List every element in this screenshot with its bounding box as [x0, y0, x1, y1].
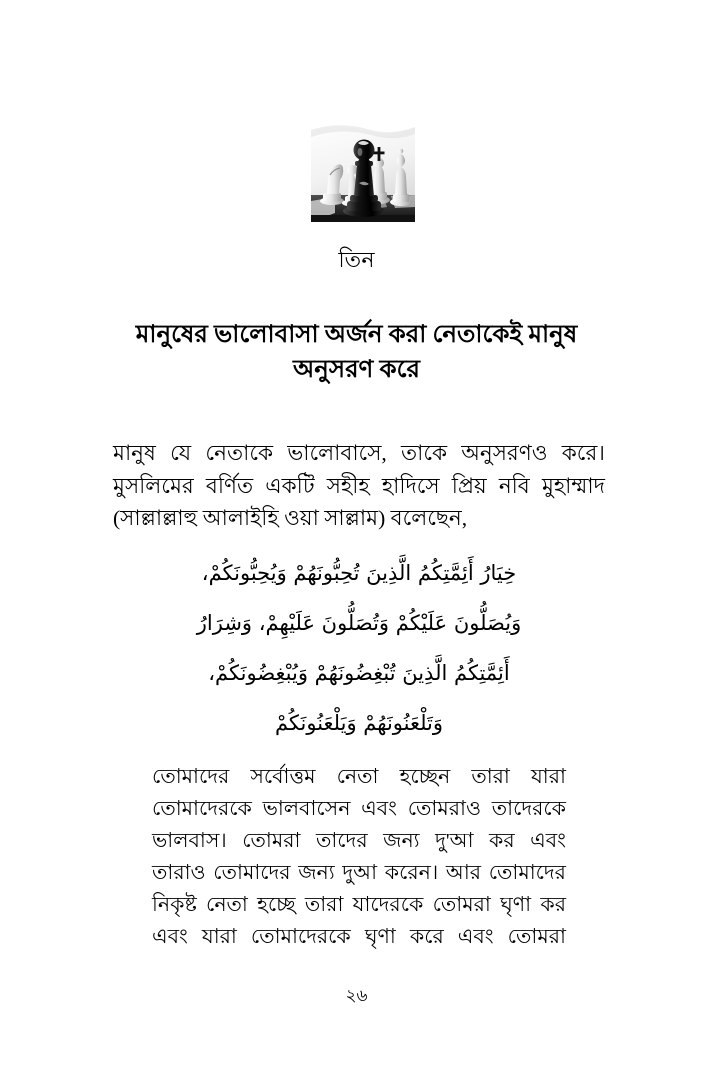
text-line: [152, 890, 566, 922]
hadith-arabic-block: [113, 549, 605, 749]
text-line: [152, 826, 566, 858]
word: তাকে: [400, 441, 448, 465]
word: মুহাম্মাদ: [541, 473, 605, 498]
word: প্রিয়: [451, 473, 487, 498]
text-line: [113, 470, 605, 503]
word: তোমাদেরকে: [250, 925, 351, 948]
word: এবং: [152, 925, 188, 948]
word: তারাও: [152, 861, 206, 884]
text-line: (সাল্লাল্লাহু আলাইহি ওয়া সাল্লাম) বলেছেন,: [113, 506, 468, 531]
word: তোমরা: [242, 829, 301, 852]
word: এবং: [361, 797, 397, 820]
word: এবং: [457, 925, 494, 948]
word: কর: [540, 893, 566, 916]
chapter-number: তিন: [338, 247, 375, 272]
word: তাদের: [315, 829, 368, 852]
word: জন্য: [298, 861, 335, 884]
word: বর্ণিত: [205, 473, 254, 498]
word: দুআ: [342, 861, 378, 884]
hadith-line: وَيُصَلُّونَ عَلَيْكُمْ وَتُصَلُّونَ عَلَيْهِمْ، وَشِرَارُ: [196, 610, 522, 635]
word: অনুসরণও: [461, 441, 548, 465]
word: তোমাদের: [152, 766, 230, 788]
text-line: [152, 794, 566, 826]
text-line: [152, 762, 566, 794]
word: তোমরা: [432, 893, 491, 916]
hadith-line: وَتَلْعَنُونَهُمْ وَيَلْعَنُونَكُمْ: [274, 710, 444, 735]
word: ভালবাসেন: [262, 797, 351, 820]
word: একটি: [265, 473, 315, 498]
word: ভালবাস।: [152, 829, 227, 852]
word: দু'আ: [435, 829, 474, 852]
word: তোমরাও: [407, 797, 482, 820]
word: নেতা: [336, 766, 379, 788]
word: নেতা: [206, 893, 248, 916]
chapter-title-line-1: মানুষের ভালোবাসা অর্জন করা নেতাকেই মানুষ: [135, 321, 578, 348]
word: যারা: [201, 925, 237, 948]
page-number: ২৬: [345, 986, 368, 1005]
word: তারা: [304, 893, 344, 916]
word: কর: [489, 829, 515, 852]
word: আর: [445, 861, 482, 884]
chapter-title-line-2: অনুসরণ করে: [293, 355, 420, 383]
chapter-title: [120, 318, 593, 388]
word: তোমরা: [507, 925, 566, 948]
word: করেন।: [384, 861, 439, 884]
word: নেতাকে: [205, 441, 273, 465]
word: তোমাদের: [488, 861, 566, 884]
word: ভালোবাসে,: [287, 441, 387, 465]
word: হচ্ছে: [257, 893, 296, 916]
word: যে: [170, 441, 192, 465]
text-line: [152, 922, 566, 954]
word: সহীহ: [326, 473, 370, 498]
word: মানুষ: [113, 441, 156, 465]
word: ঘৃণা: [500, 893, 532, 916]
word: তাদেরকে: [491, 797, 566, 820]
word: এবং: [530, 829, 566, 852]
word: তোমাদের: [213, 861, 291, 884]
chess-pieces-photo-icon: [311, 123, 415, 222]
word: যাদেরকে: [352, 893, 424, 916]
word: নিকৃষ্ট: [152, 893, 197, 916]
word: তোমাদেরকে: [152, 797, 252, 820]
hadith-line: أَئِمَّتِكُمُ الَّذِينَ تُبْغِضُونَهُمْ وَيُبْغِضُونَكُمْ،: [208, 660, 510, 685]
hadith-line: خِيَارُ أَئِمَّتِكُمُ الَّذِينَ تُحِبُّونَهُمْ وَيُحِبُّونَكُمْ،: [201, 561, 517, 585]
word: মুসলিমের: [113, 473, 194, 498]
text-line: [113, 437, 605, 470]
word: তারা: [471, 766, 510, 788]
chapter-illustration: [311, 123, 415, 222]
word: হচ্ছেন: [399, 766, 451, 788]
word: ঘৃণা: [364, 925, 396, 948]
word: নবি: [498, 473, 530, 498]
word: হাদিসে: [381, 473, 440, 498]
word: জন্য: [383, 829, 420, 852]
word: করে।: [561, 441, 605, 465]
text-line: [152, 858, 566, 890]
body-paragraph: [113, 437, 605, 535]
hadith-translation-block: [152, 762, 566, 954]
word: সর্বোত্তম: [250, 766, 316, 788]
word: করে: [409, 925, 444, 948]
word: যারা: [530, 766, 566, 788]
